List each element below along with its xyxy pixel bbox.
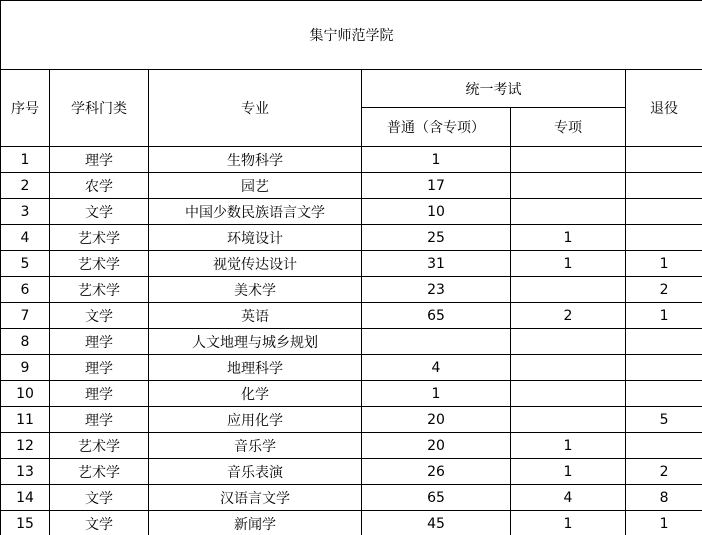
cell-index[interactable]: 5 — [1, 251, 50, 277]
table-row — [1, 277, 702, 303]
header-category[interactable]: 学科门类 — [50, 70, 149, 147]
cell-regular[interactable]: 65 — [362, 303, 511, 329]
table-title[interactable]: 集宁师范学院 — [1, 1, 702, 70]
table-row — [1, 173, 702, 199]
cell-regular[interactable]: 1 — [362, 381, 511, 407]
table-row — [1, 485, 702, 511]
cell-major[interactable]: 英语 — [149, 303, 362, 329]
cell-veteran[interactable] — [626, 381, 702, 407]
table-row — [1, 407, 702, 433]
cell-major[interactable]: 地理科学 — [149, 355, 362, 381]
cell-category[interactable]: 理学 — [50, 147, 149, 173]
cell-major[interactable]: 化学 — [149, 381, 362, 407]
cell-special[interactable] — [511, 355, 626, 381]
table-row — [1, 251, 702, 277]
cell-major[interactable]: 音乐表演 — [149, 459, 362, 485]
cell-special[interactable] — [511, 147, 626, 173]
cell-regular[interactable]: 45 — [362, 511, 511, 535]
cell-regular[interactable]: 10 — [362, 199, 511, 225]
cell-regular[interactable]: 65 — [362, 485, 511, 511]
cell-regular[interactable]: 31 — [362, 251, 511, 277]
cell-regular[interactable]: 20 — [362, 407, 511, 433]
cell-veteran[interactable] — [626, 173, 702, 199]
cell-veteran[interactable] — [626, 355, 702, 381]
cell-category[interactable]: 艺术学 — [50, 459, 149, 485]
cell-index[interactable]: 11 — [1, 407, 50, 433]
table-row — [1, 355, 702, 381]
cell-category[interactable]: 文学 — [50, 511, 149, 535]
cell-veteran[interactable]: 1 — [626, 511, 702, 535]
table-row — [1, 225, 702, 251]
cell-index[interactable]: 1 — [1, 147, 50, 173]
cell-special[interactable] — [511, 407, 626, 433]
table-row — [1, 329, 702, 355]
cell-category[interactable]: 文学 — [50, 485, 149, 511]
cell-veteran[interactable] — [626, 329, 702, 355]
cell-index[interactable]: 8 — [1, 329, 50, 355]
cell-veteran[interactable] — [626, 433, 702, 459]
cell-category[interactable]: 理学 — [50, 329, 149, 355]
cell-major[interactable]: 环境设计 — [149, 225, 362, 251]
cell-category[interactable]: 理学 — [50, 381, 149, 407]
cell-veteran[interactable]: 8 — [626, 485, 702, 511]
cell-category[interactable]: 理学 — [50, 407, 149, 433]
table-row — [1, 199, 702, 225]
cell-category[interactable]: 理学 — [50, 355, 149, 381]
header-veteran[interactable]: 退役 — [626, 70, 702, 147]
cell-index[interactable]: 10 — [1, 381, 50, 407]
cell-index[interactable]: 4 — [1, 225, 50, 251]
table-row — [1, 303, 702, 329]
cell-index[interactable]: 12 — [1, 433, 50, 459]
table-row — [1, 147, 702, 173]
cell-regular[interactable]: 23 — [362, 277, 511, 303]
cell-category[interactable]: 艺术学 — [50, 251, 149, 277]
cell-category[interactable]: 艺术学 — [50, 277, 149, 303]
cell-special[interactable] — [511, 173, 626, 199]
cell-veteran[interactable]: 1 — [626, 303, 702, 329]
cell-regular[interactable]: 26 — [362, 459, 511, 485]
cell-special[interactable]: 1 — [511, 251, 626, 277]
table-row — [1, 433, 702, 459]
cell-special[interactable] — [511, 277, 626, 303]
cell-veteran[interactable] — [626, 225, 702, 251]
cell-veteran[interactable] — [626, 147, 702, 173]
title-row — [1, 1, 702, 70]
cell-category[interactable]: 文学 — [50, 303, 149, 329]
cell-veteran[interactable]: 2 — [626, 459, 702, 485]
header-regular[interactable]: 普通（含专项） — [362, 108, 511, 147]
cell-regular[interactable]: 17 — [362, 173, 511, 199]
cell-veteran[interactable]: 1 — [626, 251, 702, 277]
table-row — [1, 459, 702, 485]
cell-index[interactable]: 9 — [1, 355, 50, 381]
cell-special[interactable] — [511, 381, 626, 407]
cell-special[interactable]: 1 — [511, 225, 626, 251]
cell-index[interactable]: 7 — [1, 303, 50, 329]
cell-special[interactable]: 1 — [511, 511, 626, 535]
cell-special[interactable]: 1 — [511, 459, 626, 485]
cell-major[interactable]: 生物科学 — [149, 147, 362, 173]
cell-major[interactable]: 园艺 — [149, 173, 362, 199]
cell-index[interactable]: 13 — [1, 459, 50, 485]
cell-major[interactable]: 应用化学 — [149, 407, 362, 433]
cell-special[interactable] — [511, 329, 626, 355]
cell-category[interactable]: 艺术学 — [50, 433, 149, 459]
cell-regular[interactable]: 20 — [362, 433, 511, 459]
cell-index[interactable]: 6 — [1, 277, 50, 303]
cell-category[interactable]: 农学 — [50, 173, 149, 199]
table-row — [1, 511, 702, 535]
cell-major[interactable]: 美术学 — [149, 277, 362, 303]
header-unified-exam[interactable]: 统一考试 — [362, 70, 626, 108]
cell-major[interactable]: 视觉传达设计 — [149, 251, 362, 277]
cell-index[interactable]: 14 — [1, 485, 50, 511]
cell-index[interactable]: 15 — [1, 511, 50, 535]
cell-veteran[interactable]: 2 — [626, 277, 702, 303]
cell-regular[interactable]: 25 — [362, 225, 511, 251]
cell-veteran[interactable] — [626, 199, 702, 225]
cell-major[interactable]: 音乐学 — [149, 433, 362, 459]
cell-category[interactable]: 文学 — [50, 199, 149, 225]
cell-special[interactable]: 4 — [511, 485, 626, 511]
cell-index[interactable]: 2 — [1, 173, 50, 199]
cell-major[interactable]: 新闻学 — [149, 511, 362, 535]
cell-regular[interactable] — [362, 329, 511, 355]
cell-major[interactable]: 人文地理与城乡规划 — [149, 329, 362, 355]
cell-special[interactable] — [511, 199, 626, 225]
cell-veteran[interactable]: 5 — [626, 407, 702, 433]
cell-major[interactable]: 汉语言文学 — [149, 485, 362, 511]
table-row — [1, 381, 702, 407]
cell-regular[interactable]: 1 — [362, 147, 511, 173]
cell-special[interactable]: 2 — [511, 303, 626, 329]
cell-regular[interactable]: 4 — [362, 355, 511, 381]
cell-major[interactable]: 中国少数民族语言文学 — [149, 199, 362, 225]
cell-index[interactable]: 3 — [1, 199, 50, 225]
header-index[interactable]: 序号 — [1, 70, 50, 147]
header-row-1 — [1, 70, 702, 108]
header-special[interactable]: 专项 — [511, 108, 626, 147]
header-major[interactable]: 专业 — [149, 70, 362, 147]
cell-category[interactable]: 艺术学 — [50, 225, 149, 251]
cell-special[interactable]: 1 — [511, 433, 626, 459]
